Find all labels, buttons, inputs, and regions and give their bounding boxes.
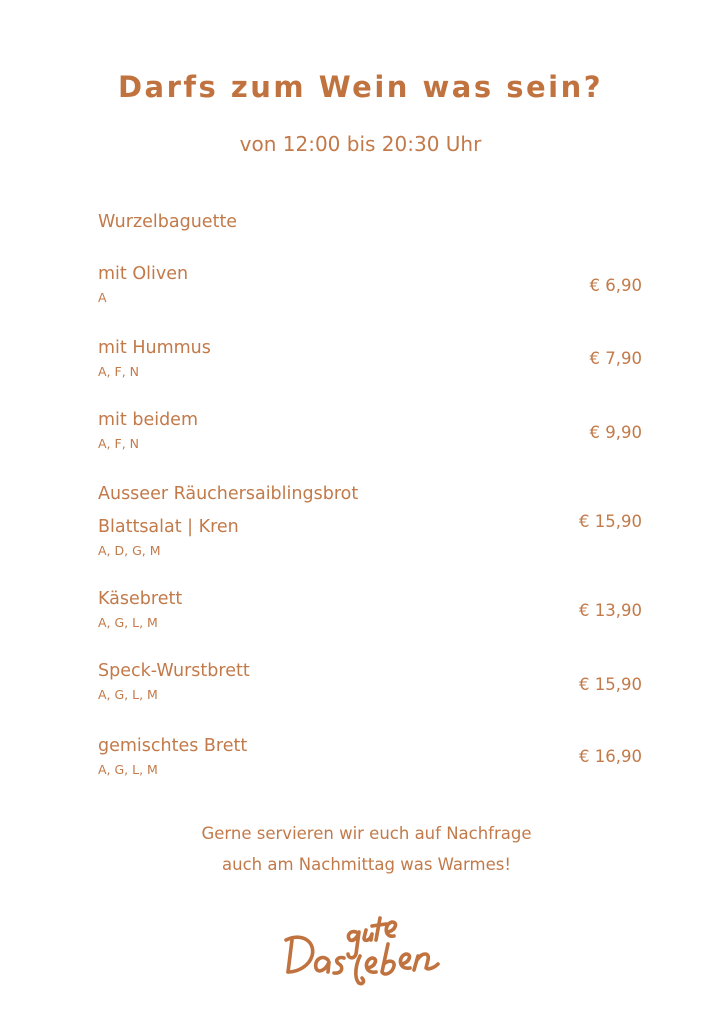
item-allergens: A [98, 290, 107, 305]
item-name: gemischtes Brett [98, 736, 248, 756]
menu-item [98, 660, 646, 703]
item-allergens: A, D, G, M [98, 543, 161, 558]
das-gute-leben-logo [284, 898, 464, 990]
menu-item [98, 483, 646, 559]
item-allergens: A, F, N [98, 436, 139, 451]
menu-item [98, 735, 646, 778]
brand-logo [284, 898, 464, 994]
item-name: Ausseer Räuchersaiblingsbrot [98, 484, 359, 504]
item-name: Speck-Wurstbrett [98, 661, 250, 681]
section-heading: Wurzelbaguette [98, 212, 238, 232]
menu-title: Darfs zum Wein was sein? [117, 70, 604, 104]
item-name: mit Hummus [98, 338, 211, 358]
item-price: € 15,90 [579, 512, 642, 531]
footer-note-line2: auch am Nachmittag was Warmes! [222, 855, 511, 874]
menu-item [98, 588, 646, 631]
item-description: Blattsalat | Kren [98, 517, 239, 537]
menu-item [98, 263, 646, 306]
item-price: € 7,90 [589, 349, 642, 368]
item-allergens: A, G, L, M [98, 615, 158, 630]
item-allergens: A, G, L, M [98, 687, 158, 702]
opening-hours: von 12:00 bis 20:30 Uhr [239, 132, 482, 156]
menu-item [98, 409, 646, 452]
menu-item [98, 337, 646, 380]
footer-note-line1: Gerne servieren wir euch auf Nachfrage [201, 824, 532, 843]
item-name: Käsebrett [98, 589, 183, 609]
item-name: mit beidem [98, 410, 198, 430]
item-price: € 16,90 [579, 747, 642, 766]
item-name: mit Oliven [98, 264, 189, 284]
item-price: € 13,90 [579, 601, 642, 620]
item-price: € 9,90 [589, 423, 642, 442]
item-allergens: A, F, N [98, 364, 139, 379]
item-price: € 15,90 [579, 675, 642, 694]
item-allergens: A, G, L, M [98, 762, 158, 777]
item-price: € 6,90 [589, 276, 642, 295]
